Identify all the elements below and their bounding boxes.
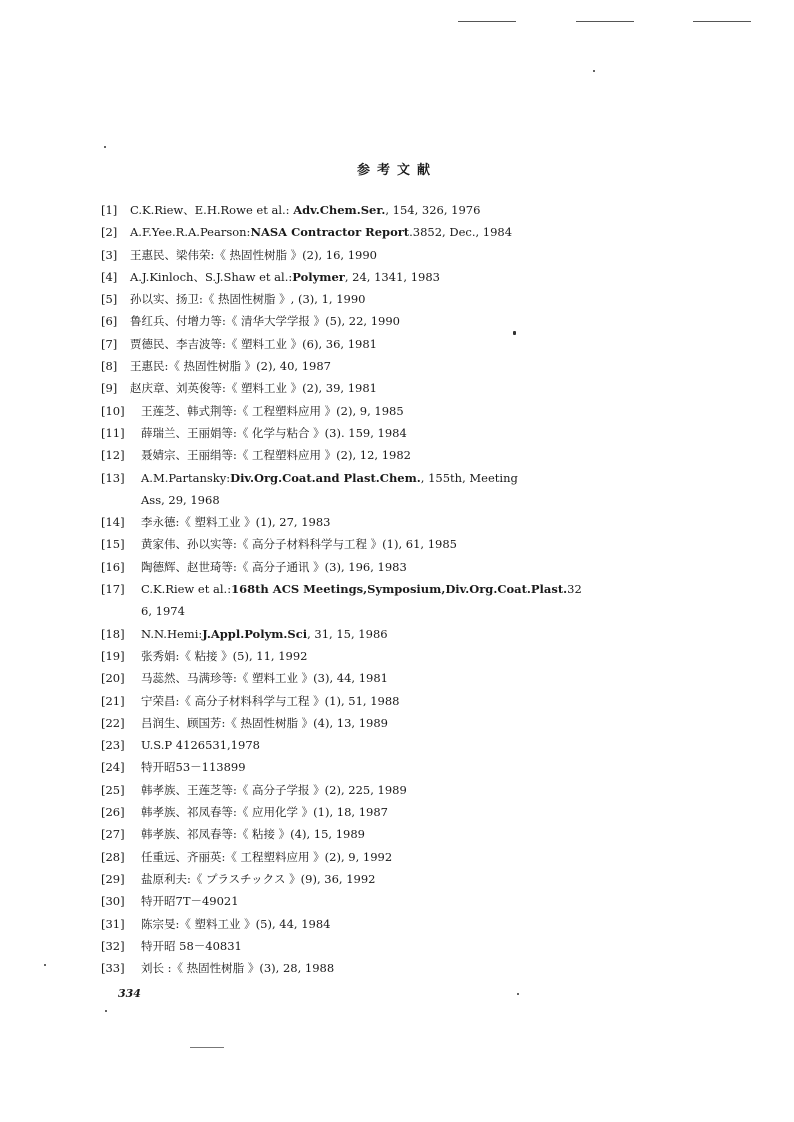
reference-item (101, 333, 661, 355)
reference-text: 吕润生、顾国芳:《 热固性树脂 》(4), 13, 1989 (141, 715, 388, 730)
reference-text: C.K.Riew et al.: (141, 582, 232, 597)
reference-text: 赵庆章、刘英俊等:《 塑料工业 》(2), 39, 1981 (130, 381, 377, 396)
header-rule-2 (576, 21, 634, 22)
reference-text: 特开昭 58－40831 (141, 938, 242, 953)
reference-number: [14] (101, 515, 125, 530)
reference-text: 王惠民:《 热固性树脂 》(2), 40, 1987 (130, 359, 331, 374)
reference-text: C.K.Riew、E.H.Rowe et al.: (130, 203, 294, 217)
reference-text: 韩孝族、祁凤春等:《 应用化学 》(1), 18, 1987 (141, 805, 388, 820)
reference-details: 32 (567, 582, 582, 597)
reference-text: 特开昭7T－49021 (141, 894, 239, 909)
reference-text: U.S.P 4126531,1978 (141, 738, 260, 753)
reference-text: 韩孝族、祁凤春等:《 粘接 》(4), 15, 1989 (141, 827, 365, 842)
reference-number: [11] (101, 425, 125, 440)
reference-text: A.M.Partansky: (141, 470, 231, 485)
reference-source: Div.Org.Coat.and Plast.Chem. (230, 470, 421, 485)
reference-text: 王惠民、梁伟荣:《 热固性树脂 》(2), 16, 1990 (130, 247, 377, 262)
reference-details: , 155th, Meeting (420, 470, 518, 485)
reference-text: 盐原利夫:《 プラスチックス 》(9), 36, 1992 (141, 871, 376, 886)
reference-item (101, 533, 661, 555)
reference-item (101, 823, 661, 845)
reference-item (101, 801, 661, 823)
reference-number: [15] (101, 537, 125, 552)
page-number: 334 (118, 987, 141, 1000)
reference-text: 王莲芝、韩式荆等:《 工程塑料应用 》(2), 9, 1985 (141, 403, 404, 418)
reference-number: [4] (101, 269, 118, 284)
reference-number: [27] (101, 827, 125, 842)
reference-number: [13] (101, 470, 125, 485)
reference-number: [32] (101, 938, 125, 953)
reference-number: [5] (101, 292, 118, 307)
reference-item (101, 355, 661, 377)
reference-item (101, 935, 661, 957)
reference-number: [20] (101, 671, 125, 686)
reference-item (101, 221, 661, 243)
reference-number: [6] (101, 314, 118, 329)
reference-number: [29] (101, 871, 125, 886)
reference-details: .3852, Dec., 1984 (409, 225, 513, 240)
reference-item (101, 734, 661, 756)
reference-item (101, 310, 661, 332)
reference-number: [9] (101, 381, 118, 396)
reference-number: [24] (101, 760, 125, 775)
reference-item (101, 690, 661, 712)
reference-text: 张秀娟:《 粘接 》(5), 11, 1992 (141, 648, 308, 663)
reference-details: , 31, 15, 1986 (307, 626, 388, 641)
reference-item (101, 756, 661, 778)
reference-item (101, 890, 661, 912)
reference-item (101, 444, 661, 466)
reference-item (101, 957, 661, 979)
scan-speck (104, 146, 106, 148)
reference-number: [7] (101, 336, 118, 351)
reference-number: [16] (101, 559, 125, 574)
footer-rule (190, 1047, 224, 1048)
scan-speck (44, 964, 46, 966)
scan-speck (517, 993, 519, 995)
reference-source: Adv.Chem.Ser. (293, 203, 386, 217)
reference-number: [28] (101, 849, 125, 864)
reference-continuation: 6, 1974 (141, 604, 185, 619)
reference-number: [8] (101, 359, 118, 374)
reference-number: [3] (101, 247, 118, 262)
reference-item (101, 712, 661, 734)
reference-text: 马蕊然、马满珍等:《 塑料工业 》(3), 44, 1981 (141, 671, 388, 686)
page-title: 参考文献 (356, 163, 437, 178)
reference-text: 聂婧宗、王丽绢等:《 工程塑料应用 》(2), 12, 1982 (141, 448, 411, 463)
reference-item (101, 623, 661, 645)
reference-number: [30] (101, 894, 125, 909)
reference-number: [23] (101, 738, 125, 753)
reference-text: 薛瑞兰、王丽娟等:《 化学与粘合 》(3). 159, 1984 (141, 425, 407, 440)
reference-number: [12] (101, 448, 125, 463)
reference-source: 168th ACS Meetings,Symposium,Div.Org.Coat.Plast. (231, 582, 568, 597)
reference-number: [18] (101, 626, 125, 641)
reference-item (101, 199, 661, 221)
reference-source: NASA Contractor Report (250, 225, 410, 240)
reference-text: A.J.Kinloch、S.J.Shaw et al.: (130, 269, 293, 284)
reference-text: N.N.Hemi: (141, 626, 203, 641)
reference-item (101, 868, 661, 890)
reference-number: [1] (101, 203, 118, 217)
scan-speck (593, 70, 595, 72)
reference-text: 陈宗旻:《 塑料工业 》(5), 44, 1984 (141, 916, 331, 931)
reference-number: [26] (101, 805, 125, 820)
reference-item (101, 422, 661, 444)
reference-text: 黄家伟、孙以实等:《 高分子材料科学与工程 》(1), 61, 1985 (141, 537, 457, 552)
reference-text: 宁荣昌:《 高分子材料科学与工程 》(1), 51, 1988 (141, 693, 400, 708)
reference-item (101, 913, 661, 935)
reference-number: [21] (101, 693, 125, 708)
reference-item (101, 266, 661, 288)
reference-text: 陶德辉、赵世琦等:《 高分子通讯 》(3), 196, 1983 (141, 559, 407, 574)
reference-item (101, 400, 661, 422)
reference-text: 李永德:《 塑料工业 》(1), 27, 1983 (141, 515, 331, 530)
reference-list (101, 199, 661, 979)
reference-text: A.F.Yee.R.A.Pearson: (130, 225, 251, 240)
reference-number: [2] (101, 225, 118, 240)
reference-source: Polymer (292, 269, 345, 284)
reference-number: [25] (101, 782, 125, 797)
reference-item (101, 377, 661, 399)
reference-item (101, 779, 661, 801)
reference-text: 刘长 :《 热固性树脂 》(3), 28, 1988 (141, 961, 335, 976)
reference-text: 韩孝族、王莲芝等:《 高分子学报 》(2), 225, 1989 (141, 782, 407, 797)
reference-item (101, 645, 661, 667)
reference-continuation: Ass, 29, 1968 (141, 492, 220, 507)
reference-text: 特开昭53－113899 (141, 760, 246, 775)
reference-source: J.Appl.Polym.Sci (202, 626, 308, 641)
reference-item (101, 556, 661, 578)
reference-item (101, 846, 661, 868)
reference-number: [33] (101, 961, 125, 976)
reference-text: 贾德民、李吉波等:《 塑料工业 》(6), 36, 1981 (130, 336, 377, 351)
reference-text: 任重远、齐丽英:《 工程塑料应用 》(2), 9, 1992 (141, 849, 393, 864)
reference-text: 鲁红兵、付增力等:《 清华大学学报 》(5), 22, 1990 (130, 314, 400, 329)
reference-number: [31] (101, 916, 125, 931)
reference-item (101, 578, 661, 623)
reference-number: [10] (101, 403, 125, 418)
reference-number: [17] (101, 582, 125, 597)
scan-speck (105, 1010, 107, 1012)
reference-details: , 154, 326, 1976 (385, 203, 481, 217)
header-rule-1 (458, 21, 516, 22)
reference-text: 孙以实、扬卫:《 热固性树脂 》, (3), 1, 1990 (130, 292, 366, 307)
reference-item (101, 511, 661, 533)
reference-number: [19] (101, 648, 125, 663)
reference-item (101, 467, 661, 512)
header-rule-3 (693, 21, 751, 22)
reference-item (101, 288, 661, 310)
reference-number: [22] (101, 715, 125, 730)
reference-details: , 24, 1341, 1983 (344, 269, 440, 284)
reference-item (101, 244, 661, 266)
reference-item (101, 667, 661, 689)
